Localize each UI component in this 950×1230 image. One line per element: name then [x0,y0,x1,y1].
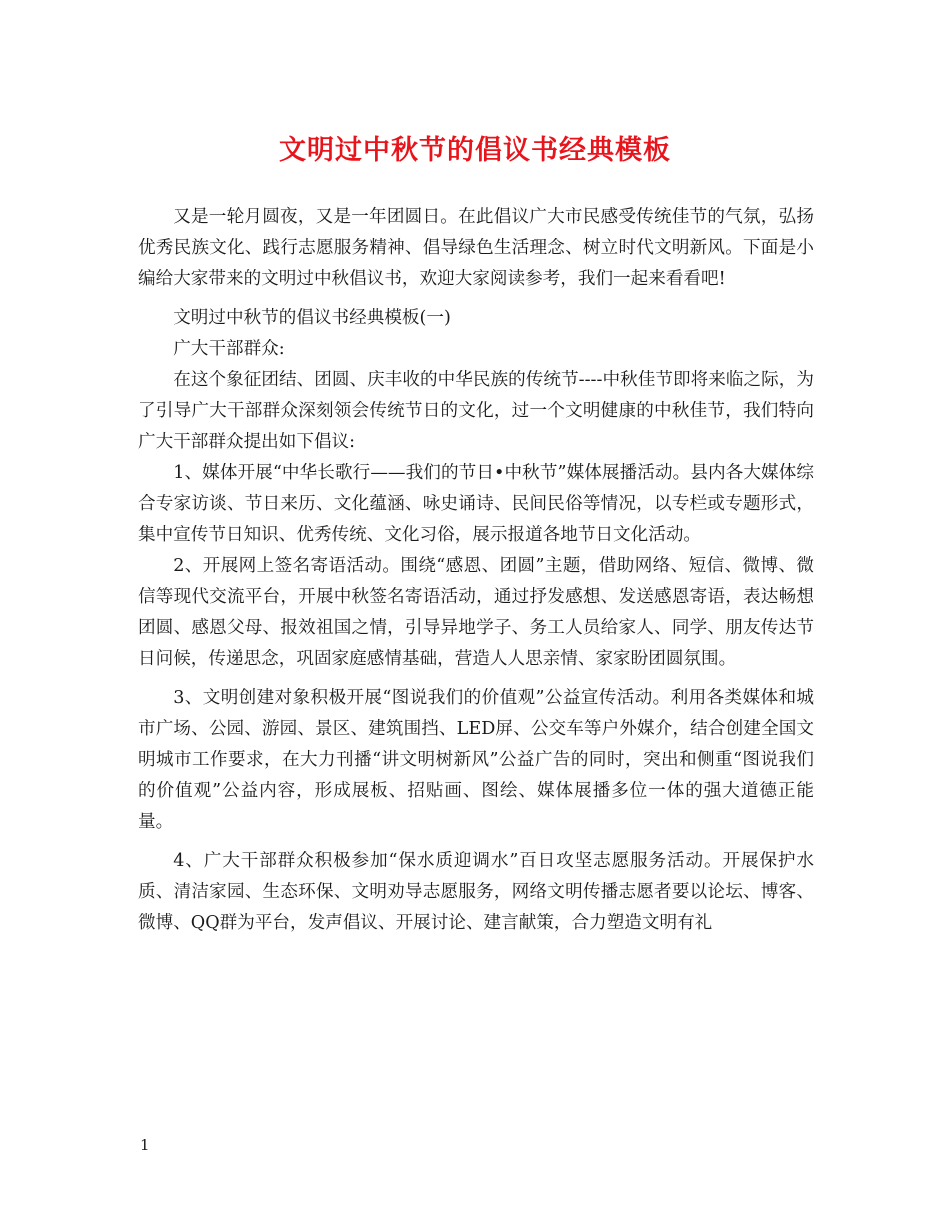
salutation: 广大干部群众: [173,339,285,359]
document-body [138,202,814,939]
section-heading: 文明过中秋节的倡议书经典模板(一) [173,308,451,328]
proposal-item-2: 2、开展网上签名寄语活动。围绕“感恩、团圆”主题，借助网络、短信、微博、微信等现代交流平台，开展中秋签名寄语活动，通过抒发感想、发送感恩寄语，表达畅想团圆、感恩父母、报效祖国之情，引导异地学子、务工人员给家人、同学、朋友传达节日问候，传递思念，巩固家庭感情基础，营造人人思亲情、家家盼团圆氛围。 [138,556,814,669]
proposal-item-3: 3、文明创建对象积极开展“图说我们的价值观”公益宣传活动。利用各类媒体和城市广场、公园、游园、景区、建筑围挡、LED屏、公交车等户外媒介，结合创建全国文明城市工作要求，在大力刊播“讲文明树新风”公益广告的同时，突出和侧重“图说我们的价值观”公益内容，形成展板、招贴画、图绘、媒体展播多位一体的强大道德正能量。 [138,688,814,832]
proposal-item-4: 4、广大干部群众积极参加“保水质迎调水”百日攻坚志愿服务活动。开展保护水质、清洁家园、生态环保、文明劝导志愿服务，网络文明传播志愿者要以论坛、博客、微博、QQ群为平台，发声倡议、开展讨论、建言献策，合力塑造文明有礼 [138,851,814,933]
document-title: 文明过中秋节的倡议书经典模板 [279,135,671,166]
body-paragraph: 在这个象征团结、团圆、庆丰收的中华民族的传统节----中秋佳节即将来临之际，为了引导广大干部群众深刻领会传统节日的文化，过一个文明健康的中秋佳节，我们特向广大干部群众提出如下倡议: [138,370,814,452]
intro-paragraph: 又是一轮月圆夜，又是一年团圆日。在此倡议广大市民感受传统佳节的气氛，弘扬优秀民族文化、践行志愿服务精神、倡导绿色生活理念、树立时代文明新风。下面是小编给大家带来的文明过中秋倡议书，欢迎大家阅读参考，我们一起来看看吧! [138,207,814,289]
proposal-item-1: 1、媒体开展“中华长歌行——我们的节日•中秋节”媒体展播活动。县内各大媒体综合专家访谈、节日来历、文化蕴涵、咏史诵诗、民间民俗等情况，以专栏或专题形式，集中宣传节日知识、优秀传统、文化习俗，展示报道各地节日文化活动。 [138,463,814,545]
page-number: 1 [140,1136,150,1154]
